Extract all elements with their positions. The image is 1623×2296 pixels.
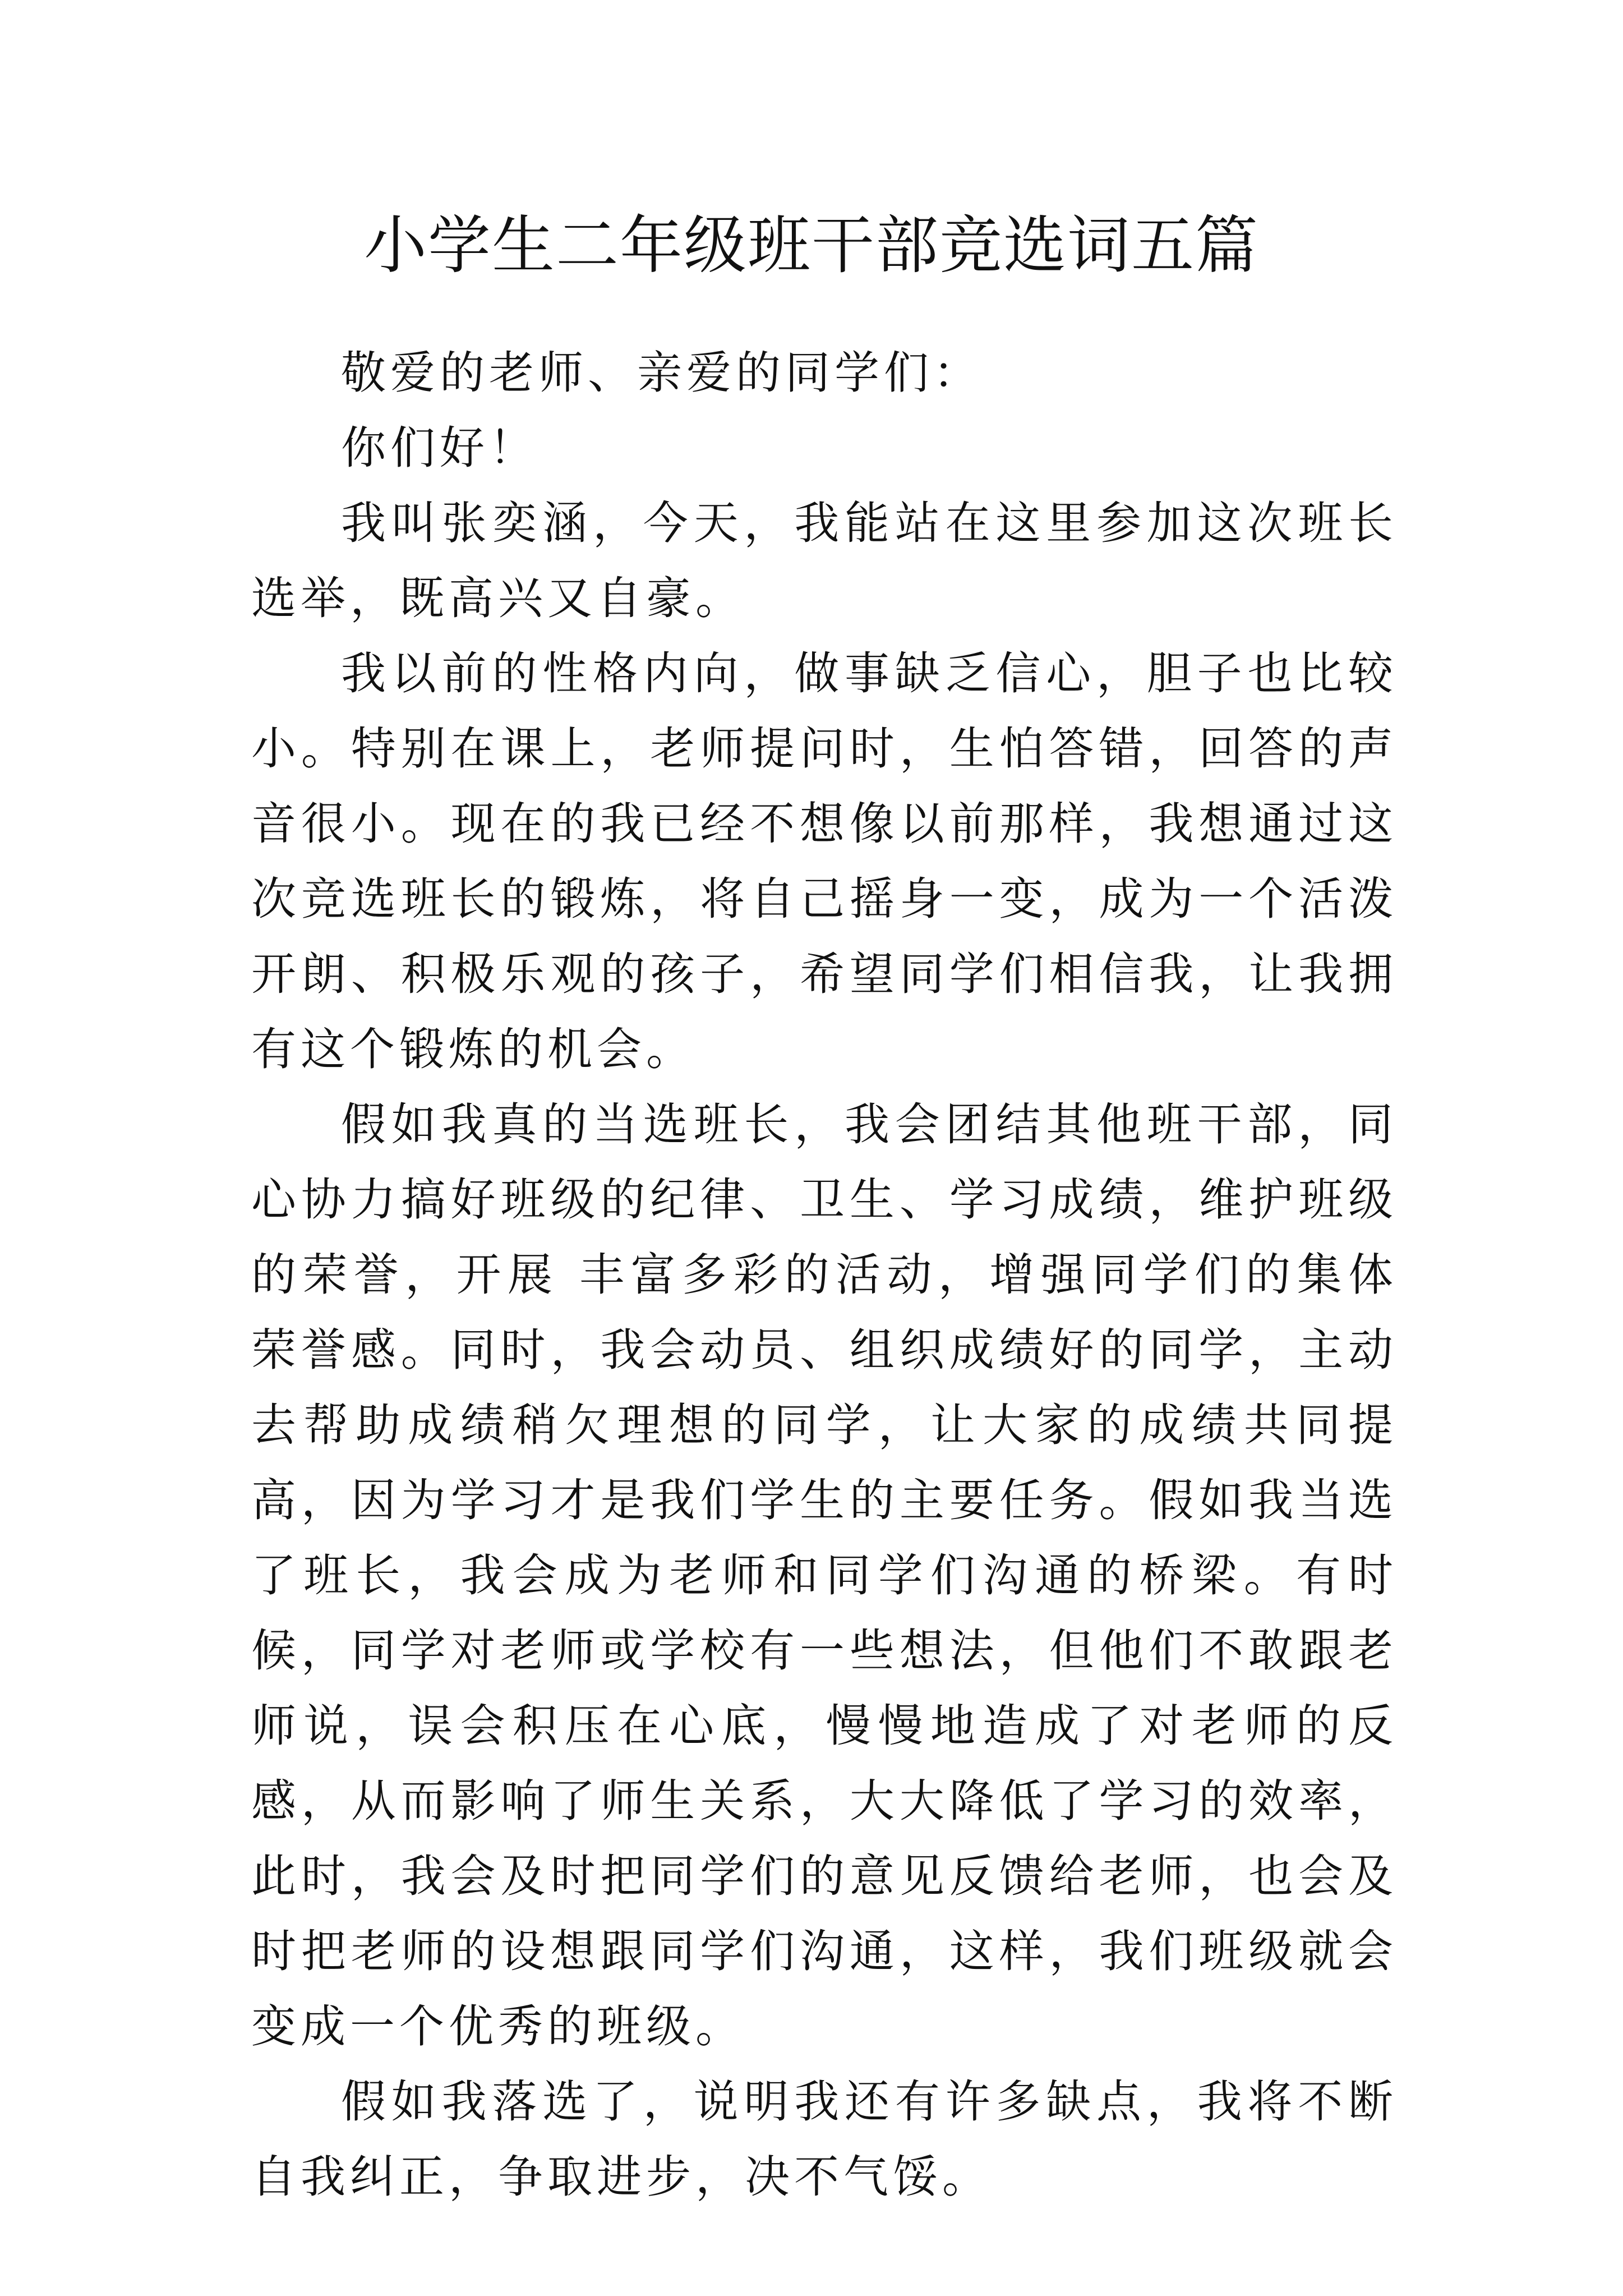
document-body [251,335,1398,2215]
paragraph-personality: 我以前的性格内向，做事缺乏信心，胆子也比较小。特别在课上，老师提问时，生怕答错，回答的声音很小。现在的我已经不想像以前那样，我想通过这次竞选班长的锻炼，将自己摇身一变，成为一个活泼开朗、积极乐观的孩子，希望同学们相信我，让我拥有这个锻炼的机会。 [251,647,1398,1075]
paragraph-plans: 假如我真的当选班长，我会团结其他班干部，同心协力搞好班级的纪律、卫生、学习成绩，维护班级的荣誉，开展 丰富多彩的活动，增强同学们的集体荣誉感。同时，我会动员、组织成绩好的同学，主动去帮助成绩稍欠理想的同学，让大家的成绩共同提高，因为学习才是我们学生的主要任务。假如我当选了班长，我会成为老师和同学们沟通的桥梁。有时候，同学对老师或学校有一些想法，但他们不敢跟老师说，误会积压在心底，慢慢地造成了对老师的反感，从而影响了师生关系，大大降低了学习的效率，此时，我会及时把同学们的意见反馈给老师，也会及时把老师的设想跟同学们沟通，这样，我们班级就会变成一个优秀的班级。 [251,1098,1398,2053]
document-title: 小学生二年级班干部竞选词五篇 [364,209,1259,282]
salutation: 敬爱的老师、亲爱的同学们： [341,347,983,399]
paragraph-introduction: 我叫张奕涵，今天，我能站在这里参加这次班长选举，既高兴又自豪。 [251,497,1398,624]
greeting: 你们好！ [341,422,538,474]
paragraph-if-not-elected: 假如我落选了，说明我还有许多缺点，我将不断自我纠正，争取进步，决不气馁。 [251,2076,1398,2203]
